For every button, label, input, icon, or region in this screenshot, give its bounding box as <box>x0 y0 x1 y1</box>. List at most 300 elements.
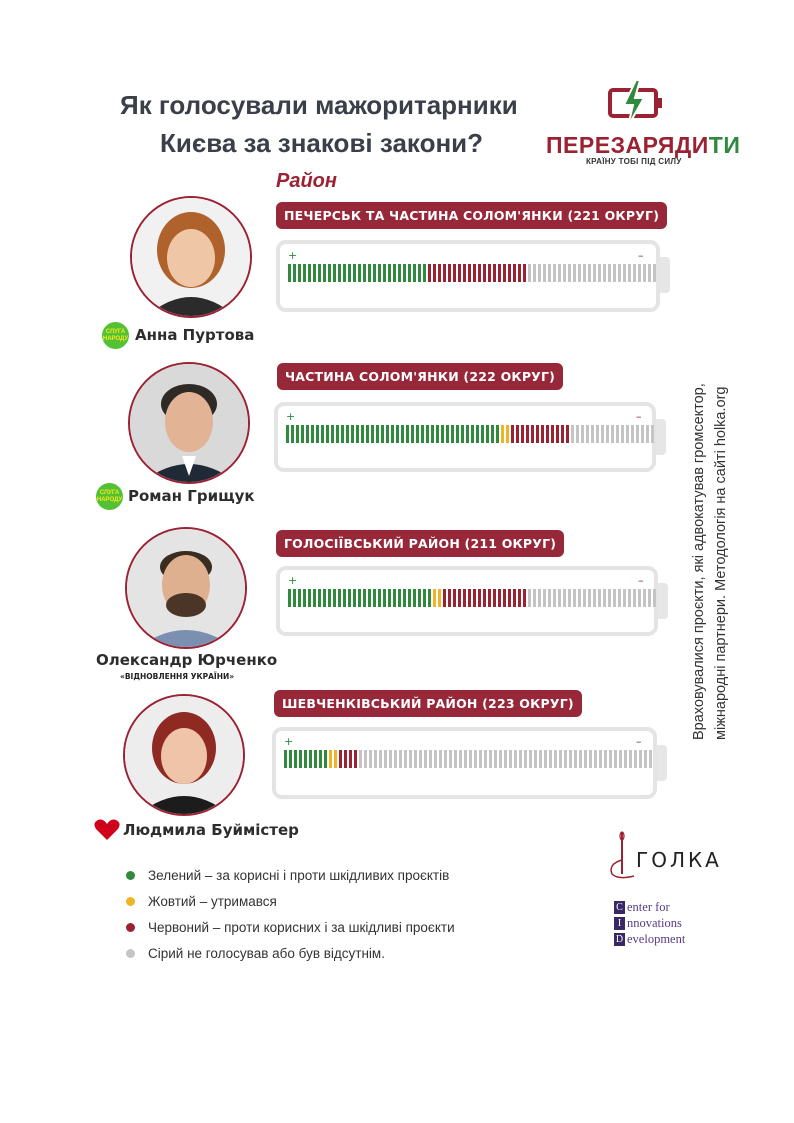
legend-item: Зелений – за корисні і проти шкідливих проєктів <box>126 862 455 888</box>
vote-segment-gray <box>653 264 656 282</box>
vote-segment-gray <box>611 425 614 443</box>
vote-segment-gray <box>594 750 597 768</box>
vote-segment-red <box>523 264 526 282</box>
vote-segment-green <box>284 750 287 768</box>
vote-segment-gray <box>614 750 617 768</box>
vote-segment-green <box>289 750 292 768</box>
vote-segment-red <box>349 750 352 768</box>
vote-segment-gray <box>559 750 562 768</box>
vote-segment-gray <box>604 750 607 768</box>
vote-segment-gray <box>638 589 641 607</box>
minus-sign: – <box>638 574 644 587</box>
vote-segment-gray <box>524 750 527 768</box>
vote-segment-green <box>288 264 291 282</box>
vote-segment-green <box>308 264 311 282</box>
vote-segment-green <box>366 425 369 443</box>
district-heading: Район <box>276 170 337 192</box>
legend-item: Червоний – проти корисних і за шкідливі проєкти <box>126 914 455 940</box>
vote-segment-green <box>383 264 386 282</box>
vote-segment-gray <box>624 750 627 768</box>
golka-logo-text: ГОЛКА <box>636 848 722 872</box>
vote-segment-gray <box>553 264 556 282</box>
vote-segment-gray <box>543 589 546 607</box>
vote-segment-red <box>453 589 456 607</box>
vote-segment-green <box>336 425 339 443</box>
vote-segment-gray <box>583 264 586 282</box>
vote-segment-gray <box>618 264 621 282</box>
vote-segment-gray <box>649 750 652 768</box>
vote-segment-green <box>321 425 324 443</box>
vote-segment-gray <box>648 589 651 607</box>
minus-sign: – <box>636 410 642 423</box>
man-portrait-icon <box>127 529 245 647</box>
vote-segment-green <box>466 425 469 443</box>
vote-segment-green <box>396 425 399 443</box>
vote-segment-green <box>333 264 336 282</box>
vote-segment-gray <box>638 264 641 282</box>
vote-segment-gray <box>514 750 517 768</box>
vote-segment-red <box>503 264 506 282</box>
vote-segment-green <box>341 425 344 443</box>
vote-segment-red <box>518 264 521 282</box>
vote-segment-green <box>371 425 374 443</box>
district-label: ЧАСТИНА СОЛОМ'ЯНКИ (222 ОКРУГ) <box>277 363 563 390</box>
vote-segment-green <box>398 264 401 282</box>
vote-segment-gray <box>519 750 522 768</box>
vote-segment-yellow <box>501 425 504 443</box>
vote-segment-gray <box>364 750 367 768</box>
avatar <box>128 362 250 484</box>
vote-segment-green <box>309 750 312 768</box>
vote-segment-red <box>473 264 476 282</box>
vote-segment-green <box>316 425 319 443</box>
vote-segment-red <box>483 264 486 282</box>
vote-segment-green <box>301 425 304 443</box>
vote-segment-gray <box>529 750 532 768</box>
vote-segment-gray <box>538 264 541 282</box>
vote-segment-green <box>393 589 396 607</box>
vote-segment-yellow <box>438 589 441 607</box>
vote-segment-green <box>391 425 394 443</box>
vote-segment-green <box>406 425 409 443</box>
vote-segment-green <box>421 425 424 443</box>
title-line-2: Києва за знакові закони? <box>160 128 484 158</box>
vote-bars <box>284 750 652 768</box>
vote-segment-gray <box>613 264 616 282</box>
vote-segment-red <box>483 589 486 607</box>
vote-segment-green <box>428 589 431 607</box>
vote-segment-green <box>451 425 454 443</box>
vote-segment-red <box>513 264 516 282</box>
vote-segment-gray <box>596 425 599 443</box>
vote-segment-gray <box>419 750 422 768</box>
vote-segment-green <box>491 425 494 443</box>
vote-segment-green <box>408 589 411 607</box>
vote-segment-red <box>541 425 544 443</box>
vote-segment-gray <box>639 750 642 768</box>
vote-segment-green <box>426 425 429 443</box>
vote-segment-green <box>338 264 341 282</box>
vote-segment-gray <box>528 589 531 607</box>
vote-segment-green <box>358 589 361 607</box>
vote-segment-green <box>486 425 489 443</box>
vote-segment-green <box>306 425 309 443</box>
vote-bars <box>288 264 656 282</box>
vote-segment-gray <box>544 750 547 768</box>
vote-segment-green <box>328 264 331 282</box>
vote-segment-gray <box>608 589 611 607</box>
vote-segment-gray <box>606 425 609 443</box>
vote-segment-green <box>318 264 321 282</box>
vote-segment-gray <box>633 589 636 607</box>
vote-segment-red <box>458 264 461 282</box>
vote-segment-gray <box>623 589 626 607</box>
vote-segment-gray <box>609 750 612 768</box>
vote-segment-green <box>331 425 334 443</box>
vote-segment-gray <box>646 425 649 443</box>
vote-segment-red <box>561 425 564 443</box>
legend-item: Сірий не голосував або був відсутнім. <box>126 940 455 966</box>
vote-segment-green <box>323 264 326 282</box>
heart-party-icon <box>94 818 120 842</box>
deputy-name: Олександр Юрченко <box>96 651 278 669</box>
vote-segment-gray <box>454 750 457 768</box>
vote-segment-red <box>523 589 526 607</box>
district-label: ШЕВЧЕНКІВСЬКИЙ РАЙОН (223 ОКРУГ) <box>274 690 582 717</box>
vote-segment-green <box>338 589 341 607</box>
vote-segment-red <box>518 589 521 607</box>
vote-segment-green <box>311 425 314 443</box>
vote-segment-red <box>463 264 466 282</box>
district-label: ГОЛОСІЇВСЬКИЙ РАЙОН (211 ОКРУГ) <box>276 530 564 557</box>
vote-segment-gray <box>644 750 647 768</box>
vote-segment-gray <box>631 425 634 443</box>
vote-segment-gray <box>628 589 631 607</box>
vote-segment-green <box>333 589 336 607</box>
vote-segment-red <box>556 425 559 443</box>
vote-segment-gray <box>539 750 542 768</box>
vote-segment-red <box>433 264 436 282</box>
vote-segment-red <box>513 589 516 607</box>
vote-segment-gray <box>394 750 397 768</box>
legend-dot <box>126 949 135 958</box>
vote-segment-green <box>413 589 416 607</box>
vote-segment-gray <box>404 750 407 768</box>
vote-segment-red <box>443 264 446 282</box>
vote-segment-red <box>493 264 496 282</box>
vote-segment-red <box>566 425 569 443</box>
vote-segment-green <box>328 589 331 607</box>
vote-segment-yellow <box>433 589 436 607</box>
vote-segment-gray <box>548 589 551 607</box>
vote-segment-green <box>471 425 474 443</box>
vote-segment-gray <box>568 264 571 282</box>
vote-segment-green <box>293 589 296 607</box>
vote-segment-gray <box>424 750 427 768</box>
vote-segment-green <box>299 750 302 768</box>
battery-bolt-logo-icon <box>606 78 666 128</box>
vote-segment-red <box>344 750 347 768</box>
vote-segment-gray <box>634 750 637 768</box>
vote-segment-green <box>318 589 321 607</box>
vote-segment-green <box>343 264 346 282</box>
vote-segment-gray <box>584 750 587 768</box>
vote-segment-gray <box>641 425 644 443</box>
vote-segment-green <box>313 589 316 607</box>
vote-segment-red <box>453 264 456 282</box>
vote-segment-gray <box>578 264 581 282</box>
vote-segment-red <box>468 264 471 282</box>
vote-segment-green <box>304 750 307 768</box>
vote-segment-green <box>418 264 421 282</box>
vote-segment-red <box>448 589 451 607</box>
vote-segment-gray <box>469 750 472 768</box>
woman-portrait-icon <box>132 198 250 316</box>
plus-sign: + <box>288 249 298 262</box>
vote-segment-green <box>388 589 391 607</box>
vote-segment-gray <box>574 750 577 768</box>
vote-segment-gray <box>484 750 487 768</box>
vote-segment-gray <box>653 589 656 607</box>
vote-segment-green <box>416 425 419 443</box>
vote-segment-gray <box>464 750 467 768</box>
vote-segment-gray <box>549 750 552 768</box>
vote-segment-red <box>428 264 431 282</box>
vote-segment-red <box>443 589 446 607</box>
vote-segment-green <box>411 425 414 443</box>
vote-segment-gray <box>489 750 492 768</box>
vote-segment-gray <box>633 264 636 282</box>
vote-segment-red <box>493 589 496 607</box>
vote-segment-green <box>358 264 361 282</box>
vote-segment-green <box>373 264 376 282</box>
vote-segment-gray <box>543 264 546 282</box>
vote-segment-green <box>291 425 294 443</box>
vote-segment-gray <box>548 264 551 282</box>
vote-segment-gray <box>616 425 619 443</box>
vote-segment-green <box>436 425 439 443</box>
vote-segment-green <box>298 589 301 607</box>
vote-segment-red <box>546 425 549 443</box>
vote-segment-green <box>446 425 449 443</box>
vote-segment-green <box>413 264 416 282</box>
vote-segment-green <box>368 264 371 282</box>
avatar <box>123 694 245 816</box>
vote-segment-red <box>551 425 554 443</box>
vote-segment-green <box>378 264 381 282</box>
vote-segment-gray <box>576 425 579 443</box>
vote-segment-gray <box>569 750 572 768</box>
vote-segment-green <box>353 589 356 607</box>
plus-sign: + <box>288 574 298 587</box>
vote-segment-gray <box>434 750 437 768</box>
legend-dot <box>126 897 135 906</box>
vote-segment-green <box>298 264 301 282</box>
vote-segment-gray <box>626 425 629 443</box>
man-portrait-icon <box>130 364 248 482</box>
vote-segment-gray <box>643 589 646 607</box>
vote-segment-green <box>293 264 296 282</box>
vote-segment-green <box>326 425 329 443</box>
vote-segment-red <box>478 264 481 282</box>
vote-segment-green <box>381 425 384 443</box>
needle-logo-icon <box>604 830 640 882</box>
vote-segment-green <box>319 750 322 768</box>
vote-segment-green <box>403 264 406 282</box>
vote-segment-green <box>363 264 366 282</box>
vote-segment-green <box>346 425 349 443</box>
vote-segment-gray <box>509 750 512 768</box>
vote-segment-red <box>536 425 539 443</box>
vote-segment-green <box>431 425 434 443</box>
vote-segment-red <box>448 264 451 282</box>
vote-segment-red <box>473 589 476 607</box>
avatar <box>125 527 247 649</box>
vote-segment-gray <box>504 750 507 768</box>
vote-segment-red <box>531 425 534 443</box>
vote-segment-green <box>356 425 359 443</box>
vote-segment-green <box>388 264 391 282</box>
vote-segment-green <box>288 589 291 607</box>
vote-segment-green <box>363 589 366 607</box>
vote-bars <box>286 425 654 443</box>
vote-segment-gray <box>591 425 594 443</box>
vote-segment-green <box>423 264 426 282</box>
vote-segment-gray <box>651 425 654 443</box>
vote-segment-gray <box>564 750 567 768</box>
vote-segment-red <box>508 589 511 607</box>
vote-bars <box>288 589 656 607</box>
vote-segment-green <box>348 589 351 607</box>
vote-segment-gray <box>608 264 611 282</box>
vote-segment-gray <box>578 589 581 607</box>
plus-sign: + <box>286 410 296 423</box>
vote-segment-green <box>386 425 389 443</box>
servant-of-people-badge: СЛУГА НАРОДУ <box>96 483 123 510</box>
vote-segment-gray <box>636 425 639 443</box>
vote-segment-gray <box>533 264 536 282</box>
vote-segment-gray <box>429 750 432 768</box>
vote-segment-gray <box>588 264 591 282</box>
vote-segment-green <box>343 589 346 607</box>
brand-logo-text: ПЕРЕЗАРЯДИТИ <box>546 132 741 158</box>
vote-segment-red <box>508 264 511 282</box>
vote-segment-gray <box>629 750 632 768</box>
vote-segment-gray <box>618 589 621 607</box>
vote-segment-gray <box>593 589 596 607</box>
vote-segment-gray <box>581 425 584 443</box>
vote-segment-gray <box>553 589 556 607</box>
vote-segment-red <box>511 425 514 443</box>
vote-segment-gray <box>494 750 497 768</box>
vote-segment-green <box>286 425 289 443</box>
vote-segment-gray <box>449 750 452 768</box>
minus-sign: – <box>638 249 644 262</box>
vote-segment-gray <box>588 589 591 607</box>
vote-segment-gray <box>554 750 557 768</box>
vote-segment-red <box>503 589 506 607</box>
vote-segment-red <box>521 425 524 443</box>
vote-segment-gray <box>563 589 566 607</box>
vote-segment-green <box>373 589 376 607</box>
vote-segment-gray <box>573 589 576 607</box>
vote-segment-gray <box>619 750 622 768</box>
vote-segment-green <box>393 264 396 282</box>
vote-segment-green <box>368 589 371 607</box>
methodology-note: Враховувалися проєкти, які адвокатував громсектор, міжнародні партнери. Методологія на сайті holka.org <box>691 383 729 740</box>
vote-segment-gray <box>414 750 417 768</box>
vote-segment-green <box>361 425 364 443</box>
vote-segment-gray <box>648 264 651 282</box>
vote-segment-green <box>378 589 381 607</box>
vote-segment-gray <box>389 750 392 768</box>
vote-segment-gray <box>479 750 482 768</box>
vote-segment-green <box>303 589 306 607</box>
vote-segment-red <box>438 264 441 282</box>
vote-segment-red <box>488 589 491 607</box>
vote-segment-red <box>498 264 501 282</box>
vote-segment-gray <box>598 264 601 282</box>
legend-item: Жовтий – утримався <box>126 888 455 914</box>
vote-segment-gray <box>601 425 604 443</box>
district-label: ПЕЧЕРСЬК ТА ЧАСТИНА СОЛОМ'ЯНКИ (221 ОКРУГ) <box>276 202 667 229</box>
vote-segment-green <box>496 425 499 443</box>
vote-segment-red <box>516 425 519 443</box>
vote-segment-green <box>401 425 404 443</box>
legend-dot <box>126 871 135 880</box>
vote-segment-gray <box>534 750 537 768</box>
vote-segment-gray <box>586 425 589 443</box>
vote-segment-green <box>308 589 311 607</box>
vote-segment-yellow <box>506 425 509 443</box>
vote-segment-green <box>418 589 421 607</box>
brand-tagline: КРАЇНУ ТОБІ ПІД СИЛУ <box>586 157 682 166</box>
vote-segment-green <box>408 264 411 282</box>
vote-segment-green <box>383 589 386 607</box>
vote-segment-yellow <box>329 750 332 768</box>
vote-segment-green <box>314 750 317 768</box>
vote-segment-red <box>526 425 529 443</box>
deputy-name: Людмила Буймістер <box>123 821 299 839</box>
vote-segment-gray <box>599 750 602 768</box>
vote-segment-green <box>296 425 299 443</box>
legend-dot <box>126 923 135 932</box>
cid-logo: C enter for I nnovations D evelopment <box>615 900 686 946</box>
title-line-1: Як голосували мажоритарники <box>120 90 518 120</box>
vote-segment-green <box>323 589 326 607</box>
vote-segment-gray <box>379 750 382 768</box>
woman-portrait-icon <box>125 696 243 814</box>
servant-of-people-badge: СЛУГА НАРОДУ <box>102 322 129 349</box>
vote-segment-green <box>303 264 306 282</box>
vote-segment-gray <box>384 750 387 768</box>
party-name: «ВІДНОВЛЕННЯ УКРАЇНИ» <box>120 672 235 681</box>
vote-segment-gray <box>538 589 541 607</box>
vote-segment-green <box>398 589 401 607</box>
vote-segment-gray <box>623 264 626 282</box>
vote-segment-gray <box>374 750 377 768</box>
vote-segment-green <box>481 425 484 443</box>
vote-segment-gray <box>563 264 566 282</box>
vote-segment-gray <box>558 589 561 607</box>
vote-segment-gray <box>628 264 631 282</box>
vote-segment-gray <box>613 589 616 607</box>
vote-segment-gray <box>499 750 502 768</box>
vote-segment-gray <box>593 264 596 282</box>
vote-segment-gray <box>571 425 574 443</box>
vote-segment-gray <box>528 264 531 282</box>
vote-segment-red <box>463 589 466 607</box>
